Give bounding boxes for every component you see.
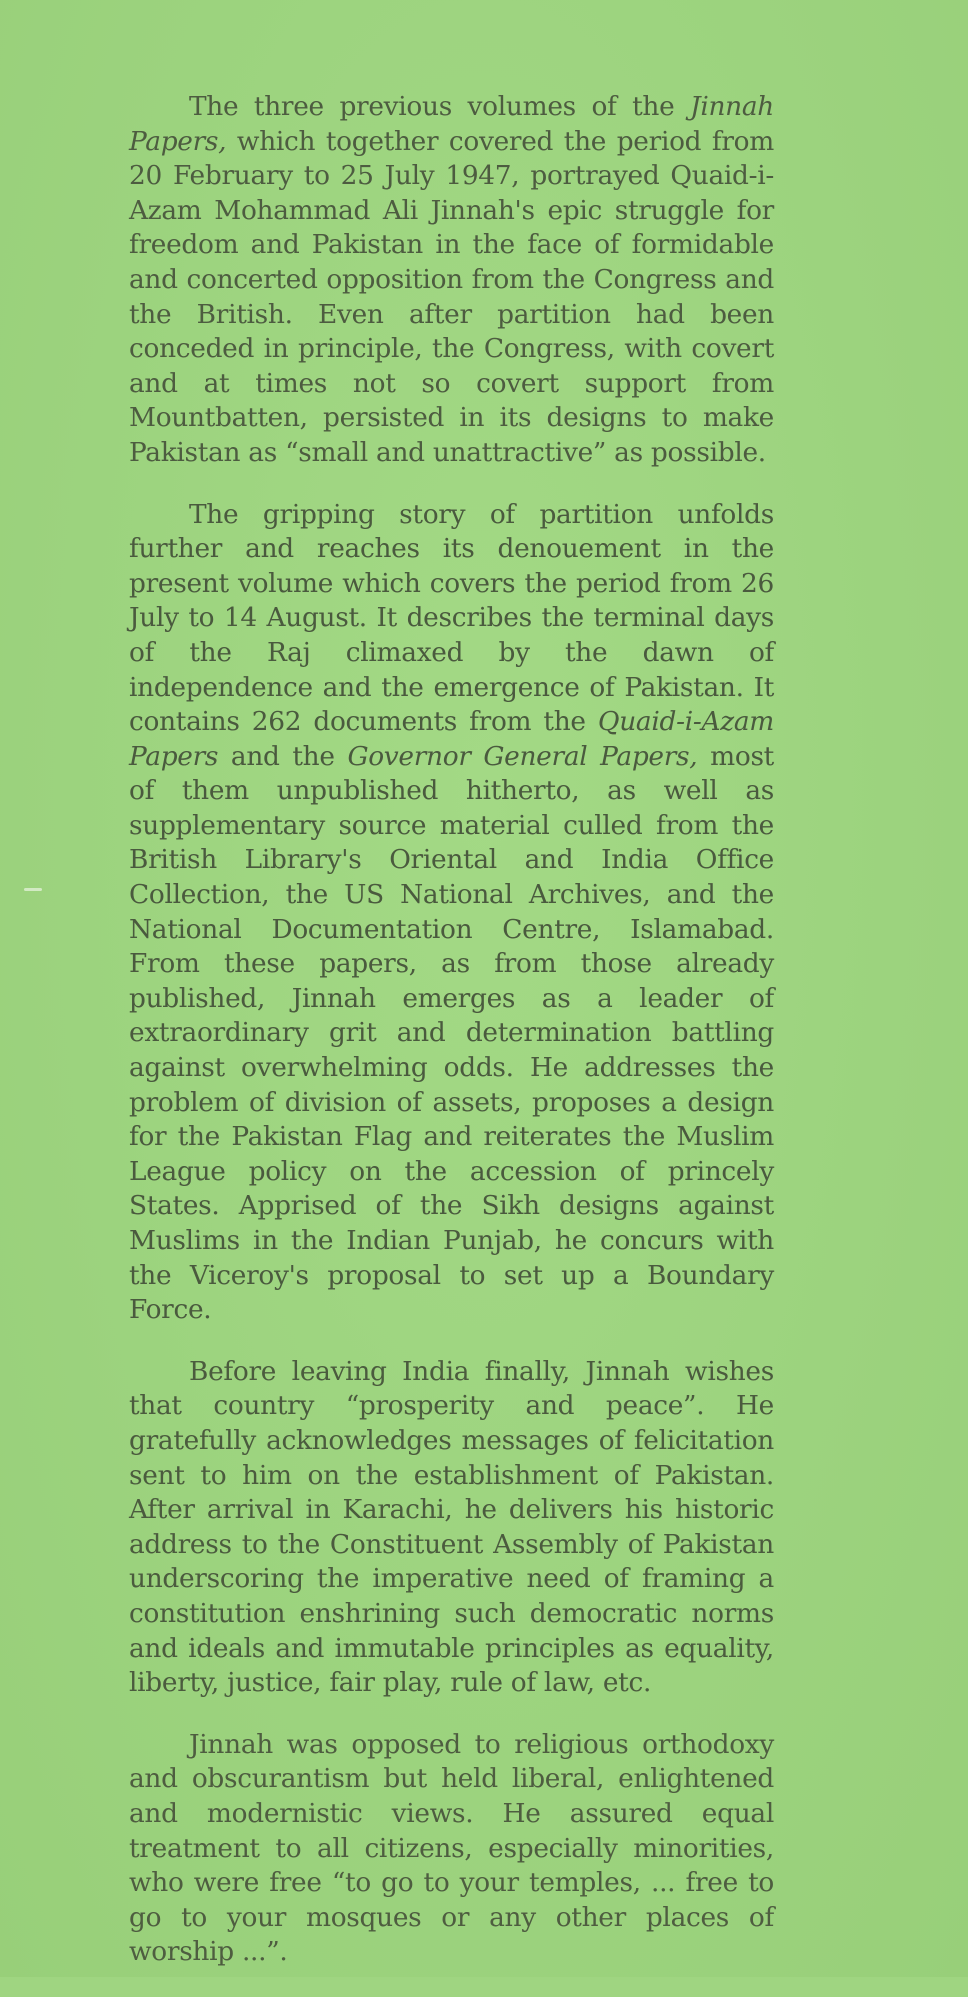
paragraph-1-text-1: The three previous volumes of the xyxy=(189,91,691,122)
paragraph-1-text-2: which together covered the period from 20 February to 25 July 1947, portrayed Quaid-i-Azam Mohammad Ali Jinnah's epic struggle for freedom and Pakistan in the face of formidable and concerted opposition from the Congress and the British. Even after partition had been conceded in principle, the Congress, with covert and at times not so covert support from Mountbatten, persisted in its designs to make Pakistan as “small and unattractive” as possible. xyxy=(129,125,774,468)
paragraph-2-text-3: most of them unpublished hitherto, as well as supplementary source material culled from the British Library's Oriental and India Office Collection, the US National Archives, and the National Documentation Centre, Islamabad. From these papers, as from those already published, Jinnah emerges as a leader of extraordinary grit and determination battling against overwhelming odds. He addresses the problem of division of assets, proposes a design for the Pakistan Flag and reiterates the Muslim League policy on the accession of princely States. Apprised of the Sikh designs against Muslims in the Indian Punjab, he concurs with the Viceroy's proposal to set up a Boundary Force. xyxy=(129,740,774,1326)
paragraph-4 xyxy=(129,1728,774,1970)
scan-artifact-mark xyxy=(24,888,42,891)
paragraph-3-text-1: Before leaving India finally, Jinnah wishes that country “prosperity and peace”. He gratefully acknowledges messages of felicitation sent to him on the establishment of Pakistan. After arrival in Karachi, he delivers his historic address to the Constituent Assembly of Pakistan underscoring the imperative need of framing a constitution enshrining such democratic norms and ideals and immutable principles as equality, liberty, justice, fair play, rule of law, etc. xyxy=(129,1355,774,1699)
body-text xyxy=(129,90,774,1997)
paragraph-1-italic-jinnah-papers: Jinnah Papers, xyxy=(129,91,774,157)
paragraph-3 xyxy=(129,1355,774,1701)
paragraph-2-text-1: The gripping story of partition unfolds further and reaches its denouement in the present volume which covers the period from 26 July to 14 August. It describes the terminal days of the Raj climaxed by the dawn of independence and the emergence of Pakistan. It contains 262 documents from the xyxy=(129,498,774,738)
paragraph-4-text-1: Jinnah was opposed to religious orthodoxy and obscurantism but held liberal, enlightened and modernistic views. He assured equal treatment to all citizens, especially minorities, who were free “to go to your temples, ... free to go to your mosques or any other places of worship ...”. xyxy=(129,1728,774,1968)
paragraph-1 xyxy=(129,90,774,471)
paragraph-2-italic-quaid-papers: Quaid-i-Azam Papers xyxy=(129,706,774,772)
paragraph-2-text-2: and the xyxy=(218,740,348,772)
paragraph-2 xyxy=(129,498,774,1328)
paragraph-2-italic-governor-papers: Governor General Papers, xyxy=(347,740,698,772)
